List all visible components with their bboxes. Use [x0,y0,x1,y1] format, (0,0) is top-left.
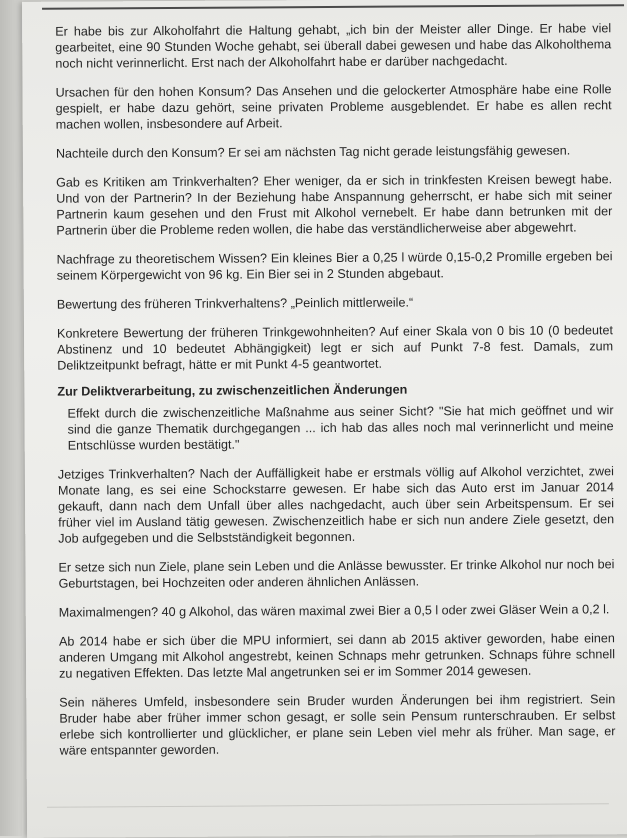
binder-edge [0,0,22,836]
paragraph-max-amounts: Maximalmengen? 40 g Alkohol, das wären maximal zwei Bier a 0,5 l oder zwei Gläser Wein a 0,2 l. [58,602,610,620]
paragraph-theory: Nachfrage zu theoretischem Wissen? Ein kleines Bier a 0,25 l würde 0,15-0,2 Promille ergeben bei seinem Körpergewicht von 96 kg. Ein Bier sei in 2 Stunden abgebaut. [56,249,613,283]
document-page [22,0,627,838]
paragraph-criticism: Gab es Kritiken am Trinkverhalten? Eher weniger, da er sich in trinkfesten Kreisen bewegt habe. Und von der Partnerin? In der Beziehung habe Anspannung geherrscht, er habe sich mit seiner Partnerin kaum gesehen und den Frust mit Alkohol vernebelt. Er habe dann betrunken mit der Partnerin über die Probleme reden wollen, die habe das verständlicherweise aber abgewehrt. [56,172,613,238]
section-heading: Zur Deliktverarbeitung, zu zwischenzeitlichen Änderungen [57,382,408,399]
bottom-rule [47,803,609,807]
paragraph-environment: Sein näheres Umfeld, insbesondere sein Bruder wurden Änderungen bei ihm registriert. Sein Bruder habe aber früher immer schon gesagt, er solle sein Pensum runterschrauben. Er selbst erlebe sich kontrollierter und glücklicher, er plane sein Leben viel mehr als früher. Man sage, er wäre entspannter geworden. [59,692,616,758]
paragraph-current-drinking: Jetziges Trinkverhalten? Nach der Auffälligkeit habe er erstmals völlig auf Alkohol verzichtet, zwei Monate lang, es sei eine Schockstarre gewesen. Er habe sich das Auto erst im Januar 2014 gekauft, dann nach dem Unfall über alles nachgedacht, auch über sein Arbeitspensum. Er sei früher viel im Ausland tätig gewesen. Zwischenzeitlich habe er sich nun andere Ziele gesetzt, den Job aufgegeben und die Selbstständigkeit begonnen. [57,464,615,546]
paragraph-scale: Konkretere Bewertung der früheren Trinkgewohnheiten? Auf einer Skala von 0 bis 10 (0 bedeutet Abstinenz und 10 bedeutet Abhängigkeit) legt er sich auf Punkt 7-8 fest. Damals, zum Deliktzeitpunkt befragt, hätte er mit Punkt 4-5 geantwortet. [56,323,614,373]
paragraph-attitude: Er habe bis zur Alkoholfahrt die Haltung gehabt, „ich bin der Meister aller Dinge. Er habe viel gearbeitet, eine 90 Stunden Woche gehabt, sei überall dabei gewesen und habe das Alkoholthema noch nicht verinnerlicht. Erst nach der Alkoholfahrt habe er darüber nachgedacht. [55,21,612,71]
paragraph-evaluation: Bewertung des früheren Trinkverhaltens? „Peinlich mittlerweile.“ [56,295,414,312]
document-body [55,20,616,771]
paragraph-causes: Ursachen für den hohen Konsum? Das Ansehen und die gelockerter Atmosphäre habe eine Rolle gespielt, er habe dazu gehört, seine privaten Probleme ausgeblendet. Er habe es allen recht machen wollen, insbesondere auf Arbeit. [55,82,612,132]
paragraph-effect: Effekt durch die zwischenzeitliche Maßnahme aus seiner Sicht? "Sie hat mich geöffnet und wir sind die ganze Thematik durchgegangen ... ich hab das alles noch mal verinnerlicht und meine Entschlüsse wurden bestätigt." [67,403,614,453]
top-rule [42,4,624,10]
paragraph-disadvantages: Nachteile durch den Konsum? Er sei am nächsten Tag nicht gerade leistungsfähig gewesen. [55,143,571,161]
paragraph-mpu: Ab 2014 habe er sich über die MPU informiert, sei dann ab 2015 aktiver geworden, habe einen anderen Umgang mit Alkohol angestrebt, keinen Schnaps mehr getrunken. Schnaps führe schnell zu negativen Effekten. Das letzte Mal angetrunken sei er im Sommer 2014 gewesen. [58,631,616,681]
paragraph-goals: Er setze sich nun Ziele, plane sein Leben und die Anlässe bewusster. Er trinke Alkohol nur noch bei Geburtstagen, bei Hochzeiten oder anderen ähnlichen Anlässen. [58,557,615,591]
